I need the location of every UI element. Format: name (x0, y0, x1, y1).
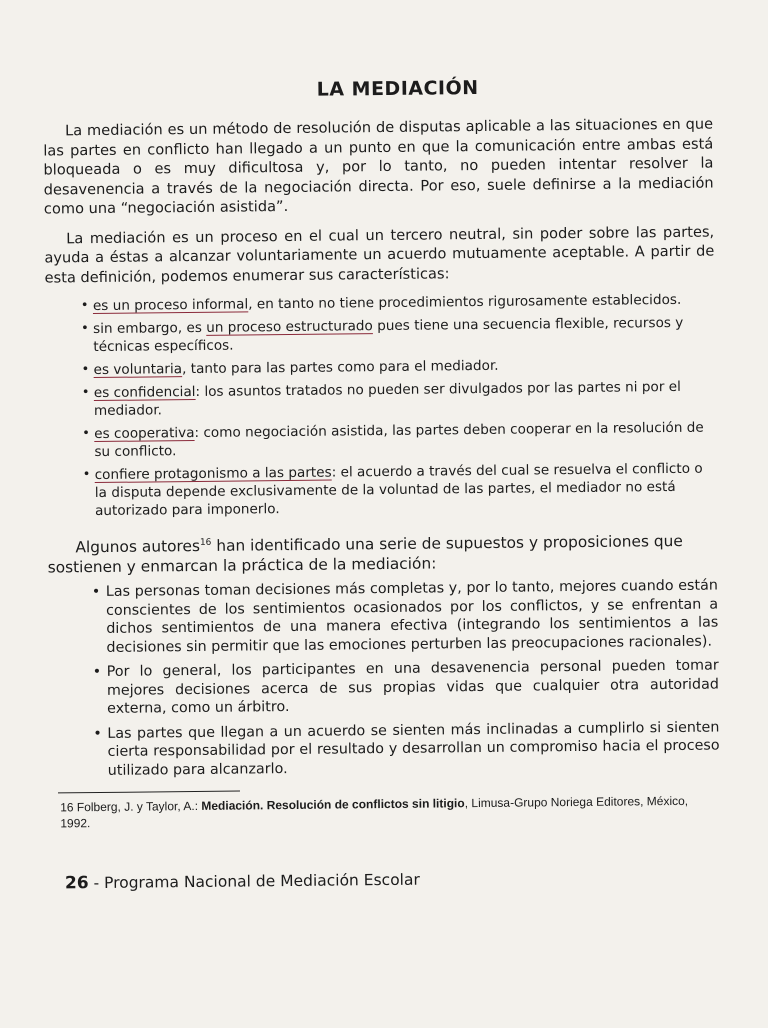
footnote-suffix: , Limusa-Grupo Noriega Editores, México, 1992. (60, 793, 689, 831)
item-text: : los asuntos tratados no pueden ser divulgados por las partes ni por el mediador. (93, 378, 681, 420)
item-text: : el acuerdo a través del cual se resuelva el conflicto o la disputa depende exclusivamente de la voluntad de las partes, el mediador no está autorizado para imponerlo. (94, 460, 703, 520)
list-item (94, 378, 716, 421)
footer-separator: - (88, 874, 105, 893)
assumptions-intro-end: han identificado una serie de supuestos y proposiciones que sostienen y enmarcan la práctica de la mediación: (47, 532, 683, 577)
footnote-divider (58, 791, 240, 794)
list-item: • Por lo general, los participantes en una desavenencia personal pueden tomar mejores decisiones acerca de sus propias vidas que cualquier otra autoridad externa, como un árbitro. (107, 657, 720, 719)
list-item: • Las personas toman decisiones más completas y, por lo tanto, mejores cuando están conscientes de los sentimientos ocasionados por los conflictos, y se enfrentan a dichos sentimientos de una manera efectiva (integrando los sentimientos a las decisiones sin permitir que las emociones perturben las preocupaciones racionales). (106, 577, 719, 657)
page-number: 26 (64, 873, 89, 894)
assumptions-list (48, 577, 720, 781)
intro-paragraph: La mediación es un método de resolución de disputas aplicable a las situaciones en que las partes en conflicto han llegado a un punto en que la comunicación entre ambas está bloqueada o es muy dificultosa y, por lo tanto, no pueden intentar resolver la desavenencia a través de la negociación directa. Por eso, suele definirse a la mediación como una “negociación asistida”. (43, 115, 714, 218)
key-phrase: es cooperativa (94, 424, 195, 443)
assumptions-intro (47, 528, 717, 578)
footnote-ref: 16 (199, 537, 212, 548)
key-phrase: un proceso estructurado (206, 318, 373, 336)
definition-paragraph: La mediación es un proceso en el cual un tercero neutral, sin poder sobre las partes, ayuda a éstas a alcanzar voluntariamente un acuerdo mutuamente aceptable. A partir de esta definición, podemos enumerar sus características: (44, 223, 715, 287)
key-phrase: es confidencial (93, 383, 196, 402)
list-item: • Las partes que llegan a un acuerdo se sienten más inclinadas a cumplirlo si sienten cierta responsabilidad por el resultado y desarrollan un compromiso hacia el proceso utilizado para alcanzarlo. (107, 718, 720, 780)
assumptions-intro-start: Algunos autores (75, 537, 201, 557)
item-text: pues tiene una secuencia flexible, recursos y técnicas específicos. (93, 314, 684, 356)
list-item (93, 355, 715, 380)
list-item (93, 291, 715, 316)
item-text: , en tanto no tiene procedimientos rigurosamente establecidos. (248, 291, 682, 313)
footnote-prefix: 16 Folberg, J. y Taylor, A.: (60, 799, 202, 815)
key-phrase: es un proceso informal (92, 296, 249, 315)
key-phrase: es voluntaria (93, 361, 183, 379)
item-text: : como negociación asistida, las partes deben cooperar en la resolución de su conflicto. (94, 419, 704, 461)
page-title: LA MEDIACIÓN (316, 76, 479, 101)
list-item (93, 314, 715, 357)
item-prefix: sin embargo, es (93, 319, 207, 338)
footnote-title: Mediación. Resolución de conflictos sin litigio (201, 796, 465, 814)
page-footer (65, 867, 721, 894)
list-item (95, 460, 718, 521)
characteristics-list (45, 291, 717, 521)
list-item (94, 419, 716, 462)
key-phrase: confiere protagonismo a las partes (94, 464, 332, 484)
publication-name: Programa Nacional de Mediación Escolar (103, 870, 420, 893)
footnote (60, 793, 720, 832)
item-text: , tanto para las partes como para el mediador. (181, 357, 499, 378)
